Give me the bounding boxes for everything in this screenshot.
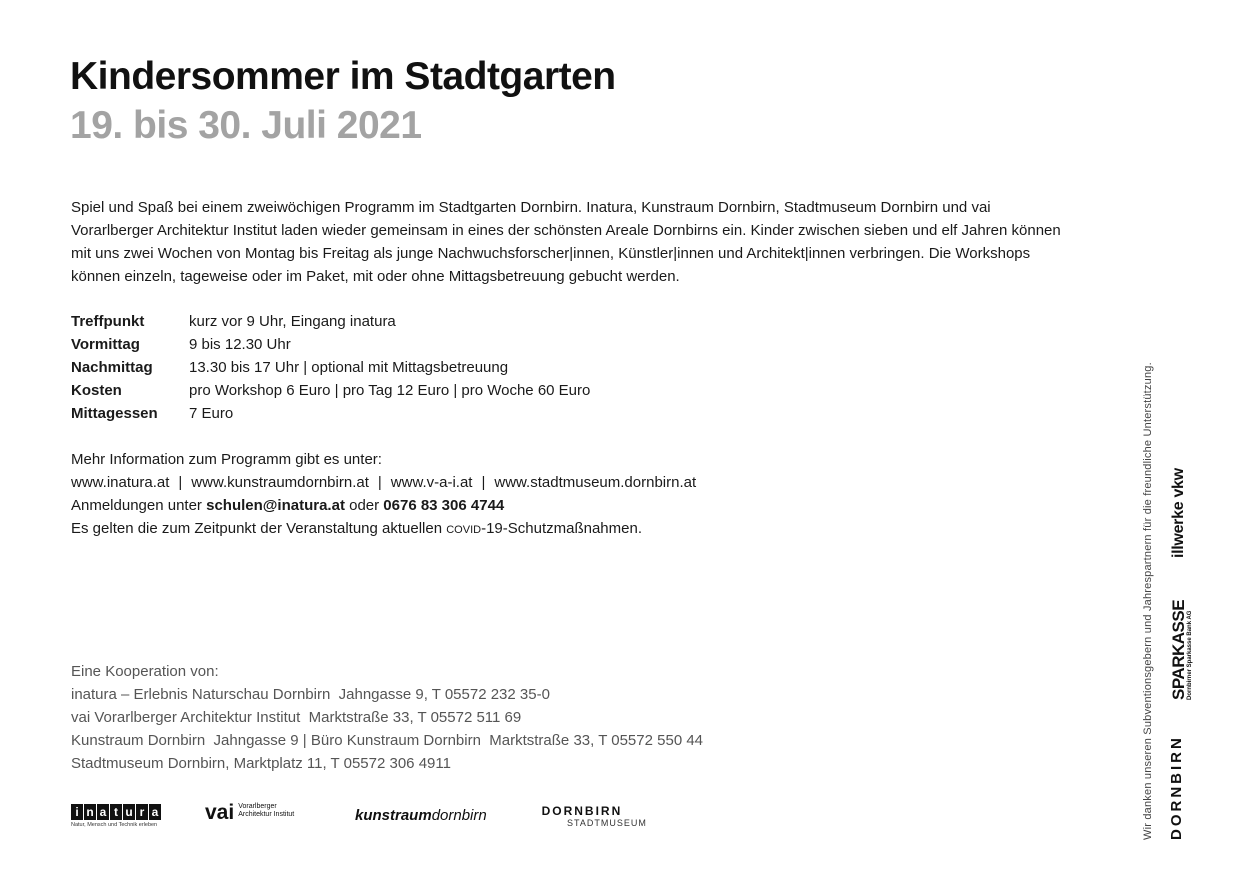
- cooperation-line-inatura: inatura – Erlebnis Naturschau Dornbirn Jahngasse 9, T 05572 232 35-0: [71, 686, 550, 703]
- registration-email[interactable]: schulen@inatura.at: [206, 497, 345, 514]
- sparkasse-logo-sub: Dornbirner Sparkasse Bank AG: [1187, 610, 1193, 700]
- vai-logo: [205, 802, 294, 824]
- inatura-logo: [71, 804, 161, 828]
- detail-value: pro Workshop 6 Euro | pro Tag 12 Euro | pro Woche 60 Euro: [189, 382, 591, 399]
- detail-value: 13.30 bis 17 Uhr | optional mit Mittagsbetreuung: [189, 359, 509, 376]
- vai-name-line1: Vorarlberger: [238, 803, 277, 810]
- stadtmuseum-logo-top: DORNBIRN: [541, 804, 623, 818]
- stadtmuseum-logo: [517, 804, 647, 828]
- link-inatura[interactable]: www.inatura.at: [71, 474, 170, 491]
- detail-label: Nachmittag: [71, 359, 153, 376]
- registration-prefix: Anmeldungen unter: [71, 497, 207, 514]
- sponsor-sidebar: [1124, 300, 1204, 845]
- illwerke-vkw-logo: illwerke vkw: [1170, 468, 1187, 558]
- inatura-tagline: Natur, Mensch und Technik erleben: [71, 822, 158, 828]
- detail-row-vormittag: [71, 333, 590, 356]
- cooperation-line-vai: vai Vorarlberger Architektur Institut Marktstraße 33, T 05572 511 69: [71, 709, 522, 726]
- link-list: [71, 471, 696, 494]
- detail-row-nachmittag: [71, 356, 590, 379]
- detail-label: Treffpunkt: [71, 313, 145, 330]
- link-separator: |: [377, 474, 382, 491]
- vai-name: [238, 803, 294, 819]
- cooperation-line-kunstraum: Kunstraum Dornbirn Jahngasse 9 | Büro Kunstraum Dornbirn Marktstraße 33, T 05572 550 44: [71, 732, 704, 749]
- link-kunstraum[interactable]: www.kunstraumdornbirn.at: [191, 474, 369, 491]
- inatura-letter: a: [97, 804, 109, 820]
- info-section: [71, 448, 696, 540]
- vai-name-line2: Architektur Institut: [238, 811, 295, 818]
- kunstraum-logo-light: dornbirn: [431, 807, 487, 824]
- cooperation-line-stadtmuseum: Stadtmuseum Dornbirn, Marktplatz 11, T 05572 306 4911: [71, 755, 451, 772]
- inatura-letter: a: [149, 804, 161, 820]
- covid-prefix: Es gelten die zum Zeitpunkt der Veranstaltung aktuellen: [71, 520, 447, 537]
- info-heading: Mehr Information zum Programm gibt es unter:: [71, 451, 382, 468]
- page-title: Kindersommer im Stadtgarten: [70, 55, 616, 98]
- registration-middle: oder: [344, 497, 384, 514]
- link-vai[interactable]: www.v-a-i.at: [390, 474, 473, 491]
- detail-label: Kosten: [71, 382, 122, 399]
- sparkasse-logo: [1170, 600, 1194, 700]
- cooperation-section: [71, 660, 703, 775]
- detail-row-treffpunkt: [71, 310, 590, 333]
- inatura-letter: i: [71, 804, 83, 820]
- date-subtitle: 19. bis 30. Juli 2021: [70, 104, 422, 147]
- detail-label: Vormittag: [71, 336, 140, 353]
- inatura-letter: u: [123, 804, 135, 820]
- sponsor-thanks: Wir danken unseren Subventionsgebern und Jahrespartnern für die freundliche Unterstützung.: [1142, 362, 1154, 840]
- kunstraum-logo: [355, 807, 487, 824]
- covid-note: [71, 517, 696, 540]
- detail-row-kosten: [71, 379, 590, 402]
- inatura-letter: n: [84, 804, 96, 820]
- registration-line: [71, 494, 696, 517]
- sparkasse-logo-main: SPARKASSE: [1169, 599, 1188, 700]
- vai-mark: vai: [205, 801, 235, 824]
- inatura-letter: r: [136, 804, 148, 820]
- inatura-letter: t: [110, 804, 122, 820]
- link-stadtmuseum[interactable]: www.stadtmuseum.dornbirn.at: [494, 474, 697, 491]
- stadtmuseum-logo-bottom: STADTMUSEUM: [567, 818, 647, 828]
- covid-word: covid: [446, 520, 482, 537]
- partner-logos: [71, 800, 671, 840]
- inatura-wordmark: [71, 804, 161, 820]
- kunstraum-logo-bold: kunstraum: [355, 807, 432, 824]
- covid-suffix: -19-Schutzmaßnahmen.: [481, 520, 642, 537]
- intro-paragraph: Spiel und Spaß bei einem zweiwöchigen Programm im Stadtgarten Dornbirn. Inatura, Kunstraum Dornbirn, Stadtmuseum Dornbirn und vai Vorarlberger Architektur Institut laden wieder gemeinsam in eines der schönsten Areale Dornbirns ein. Kinder zwischen sieben und elf Jahren können mit uns zwei Wochen von Montag bis Freitag als junge Nachwuchsforscher|innen, Künstler|innen und Architekt|innen verbringen. Die Workshops können einzeln, tageweise oder im Paket, mit oder ohne Mittagsbetreuung gebucht werden.: [71, 199, 1061, 285]
- details-list: [71, 310, 590, 425]
- cooperation-heading: Eine Kooperation von:: [71, 663, 219, 680]
- detail-value: 7 Euro: [189, 405, 234, 422]
- link-separator: |: [178, 474, 183, 491]
- detail-value: 9 bis 12.30 Uhr: [189, 336, 291, 353]
- detail-value: kurz vor 9 Uhr, Eingang inatura: [189, 313, 396, 330]
- detail-label: Mittagessen: [71, 405, 158, 422]
- detail-row-mittagessen: [71, 402, 590, 425]
- link-separator: |: [481, 474, 486, 491]
- dornbirn-logo: DORNBIRN: [1168, 735, 1185, 840]
- registration-phone[interactable]: 0676 83 306 4744: [383, 497, 505, 514]
